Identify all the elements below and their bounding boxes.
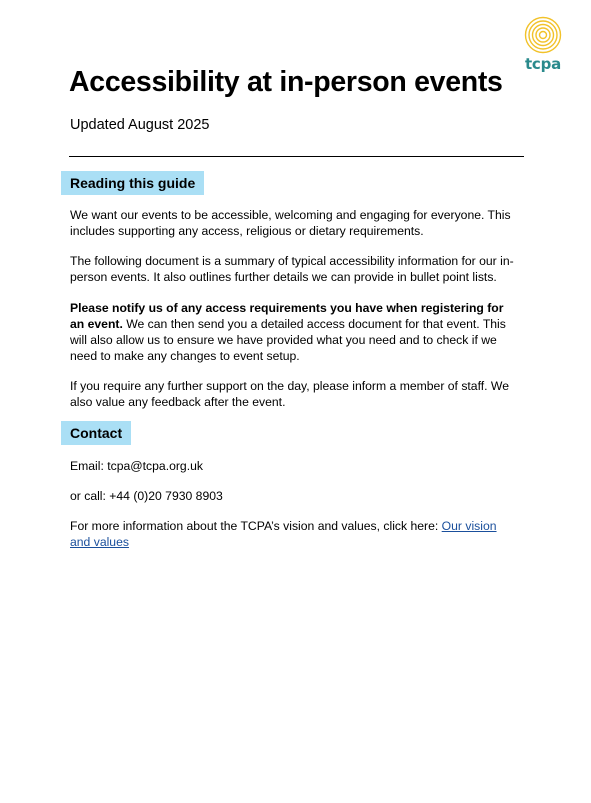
vision-values-link[interactable]: Our vision and values bbox=[70, 519, 497, 549]
contact-email: Email: tcpa@tcpa.org.uk bbox=[70, 459, 203, 473]
section-heading-contact: Contact bbox=[61, 421, 131, 445]
reading-paragraph-1: We want our events to be accessible, welcoming and engaging for everyone. This includes supporting any access, religious or dietary requirements. bbox=[70, 208, 511, 238]
notify-detail: We can then send you a detailed access document for that event. This will also allow us to ensure we have provided what you need and to check if we need to make any changes to event setup. bbox=[70, 317, 506, 363]
section-heading-reading: Reading this guide bbox=[61, 171, 204, 195]
page-title: Accessibility at in-person events bbox=[69, 66, 503, 98]
reading-paragraph-4: If you require any further support on the day, please inform a member of staff. We also value any feedback after the event. bbox=[70, 379, 509, 409]
reading-paragraph-3 bbox=[70, 300, 520, 364]
tcpa-logo bbox=[522, 16, 564, 72]
logo-text: tcpa bbox=[524, 55, 562, 73]
header-divider bbox=[69, 156, 524, 157]
contact-phone: or call: +44 (0)20 7930 8903 bbox=[70, 489, 223, 503]
contact-more-info bbox=[70, 518, 520, 550]
more-info-text: For more information about the TCPA’s vision and values, click here: bbox=[70, 519, 442, 533]
reading-paragraph-2: The following document is a summary of typical accessibility information for our in-person events. It also outlines further details we can provide in bullet point lists. bbox=[70, 254, 514, 284]
concentric-rings-icon bbox=[524, 16, 562, 54]
updated-date: Updated August 2025 bbox=[70, 117, 210, 133]
notify-emphasis: Please notify us of any access requirements you have when registering for an event. bbox=[70, 301, 504, 331]
